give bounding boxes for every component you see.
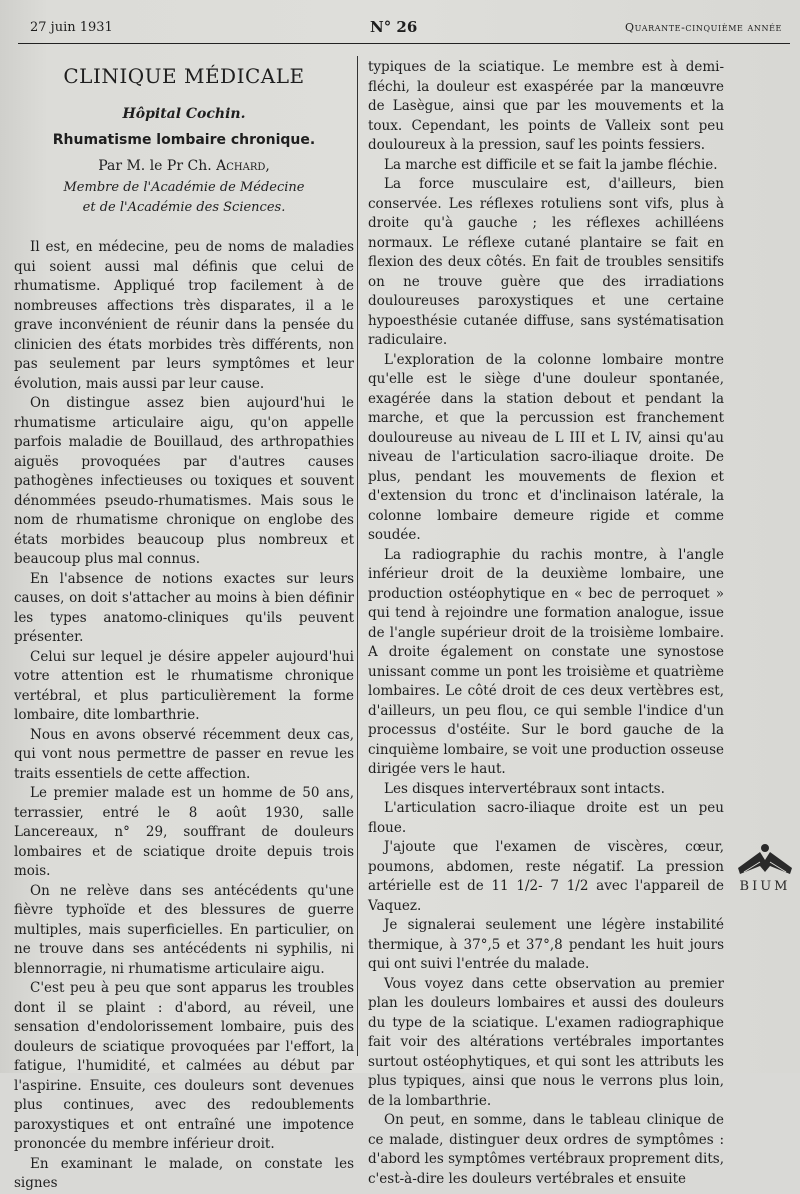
issue-date: 27 juin 1931: [30, 20, 113, 35]
paragraph: typiques de la sciatique. Le membre est à demi-fléchi, la douleur est exaspérée par la manœuvre de Lasègue, ainsi que par les mouvements et la toux. Cependant, les points de Valleix sont peu douloureux à la pression, sauf les points fessiers.: [368, 59, 724, 153]
paragraph: On peut, en somme, dans le tableau clinique de ce malade, distinguer deux ordres de symptômes : d'abord les symptômes vertébraux proprement dits, c'est-à-dire les douleurs vertébrales et ensuite: [368, 1112, 724, 1187]
paragraph: Nous en avons observé récemment deux cas, qui vont nous permettre de passer en revue les traits essentiels de cette affection.: [14, 726, 354, 782]
section-title: CLINIQUE MÉDICALE: [63, 64, 305, 88]
stamp-text: BIUM: [739, 879, 791, 894]
left-column: [14, 58, 354, 1194]
issue-number: N° 26: [370, 18, 418, 36]
paragraph: La marche est difficile et se fait la jambe fléchie.: [384, 156, 718, 173]
column-divider: [357, 56, 358, 1056]
right-column: [368, 58, 724, 1189]
paragraph: La radiographie du rachis montre, à l'angle inférieur droit de la deuxième lombaire, une production ostéophytique en « bec de perroquet » qui tend à rejoindre une formation analogue, issue de l'angle supérieur droit de la troisième lombaire. A droite également on constate une synostose unissant comme un pont les troisième et quatrième lombaires. Le côté droit de ces deux vertèbres est, d'ailleurs, un peu flou, ce qui semble l'indice d'un processus d'ostéite. Sur le bord gauche de la cinquième lombaire, se voit une production osseuse dirigée vers le haut.: [368, 546, 724, 777]
paragraph: En examinant le malade, on constate les signes: [14, 1155, 354, 1191]
hospital-name: Hôpital Cochin.: [122, 106, 246, 122]
author-prefix: Par M. le Pr Ch.: [98, 158, 217, 174]
paragraph: La force musculaire est, d'ailleurs, bien conservée. Les réflexes rotuliens sont vifs, plus à droite qu'à gauche ; les réflexes achilléens normaux. Le réflexe cutané plantaire se fait en flexion des deux côtés. En fait de troubles sensitifs on ne trouve guère que des irradiations douloureuses paroxystiques et une certaine hypoesthésie cutanée diffuse, sans systématisation radiculaire.: [368, 176, 724, 348]
running-header: [30, 18, 782, 42]
affiliation-line-2: et de l'Académie des Sciences.: [82, 200, 286, 215]
author-affiliation: [14, 178, 354, 218]
paragraph: L'exploration de la colonne lombaire montre qu'elle est le siège d'une douleur spontanée, exagérée dans la station debout et pendant la marche, et que la percussion est franchement douloureuse au niveau de L III et L IV, ainsi qu'au niveau de l'articulation sacro-iliaque droite. De plus, pendant les mouvements de flexion et d'extension du tronc et d'inclinaison latérale, la colonne lombaire demeure rigide et comme soudée.: [368, 351, 724, 543]
paragraph: Le premier malade est un homme de 50 ans, terrassier, entré le 8 août 1930, salle Lancereaux, n° 29, souffrant de douleurs lombaires et de sciatique droite depuis trois mois.: [14, 785, 354, 879]
paragraph: L'articulation sacro-iliaque droite est un peu floue.: [368, 800, 724, 836]
paragraph: J'ajoute que l'examen de viscères, cœur, poumons, abdomen, reste négatif. La pression artérielle est de 11 1/2- 7 1/2 avec l'appareil de Vaquez.: [368, 839, 724, 914]
affiliation-line-1: Membre de l'Académie de Médecine: [63, 180, 305, 195]
paragraph: Vous voyez dans cette observation au premier plan les douleurs lombaires et aussi des douleurs du type de la sciatique. L'examen radiographique fait voir des altérations vertébrales importantes surtout ostéophytiques, et qui sont les attributs les plus typiques, ainsi que nous le verrons plus loin, de la lombarthrie.: [368, 975, 724, 1109]
author-name: Achard,: [216, 158, 270, 174]
paragraph: En l'absence de notions exactes sur leurs causes, on doit s'attacher au moins à bien définir les types anatomo-cliniques qu'ils peuvent présenter.: [14, 570, 354, 645]
header-rule: [18, 43, 790, 44]
paragraph: On distingue assez bien aujourd'hui le rhumatisme articulaire aigu, qu'on appelle parfois maladie de Bouillaud, des arthropathies aiguës provoquées par d'autres causes pathogènes infectieuses ou toxiques et souvent dénommées pseudo-rhumatismes. Mais sous le nom de rhumatisme chronique on englobe des états morbides beaucoup plus nombreux et beaucoup plus mal connus.: [14, 395, 354, 567]
paragraph: Les disques intervertébraux sont intacts.: [384, 780, 665, 797]
paragraph: Je signalerai seulement une légère instabilité thermique, à 37°,5 et 37°,8 pendant les huit jours qui ont suivi l'entrée du malade.: [368, 917, 724, 972]
paragraph: Il est, en médecine, peu de noms de maladies qui soient aussi mal définis que celui de rhumatisme. Appliqué trop facilement à de nombreuses affections très disparates, il a le grave inconvénient de réunir dans la pensée du clinicien des états morbides très différents, non pas seulement par leurs symptômes et leur évolution, mais aussi par leur cause.: [14, 239, 354, 392]
paragraph: On ne relève dans ses antécédents qu'une fièvre typhoïde et des blessures de guerre multiples, mais superficielles. En particulier, on ne trouve dans ses antécédents ni syphilis, ni blennorragie, ni rhumatisme articulaire aigu.: [14, 882, 354, 977]
paragraph: C'est peu à peu que sont apparus les troubles dont il se plaint : d'abord, au réveil, une sensation d'endolorissement lombaire, puis des douleurs de sciatique provoquées par l'effort, la fatigue, l'humidité, et calmées au début par l'aspirine. Ensuite, ces douleurs sont devenues plus continues, avec des redoublements paroxystiques et ont entraîné une impotence prononcée du membre inférieur droit.: [14, 980, 354, 1152]
issue-year: Quarante-cinquième année: [625, 21, 782, 34]
paragraph: Celui sur lequel je désire appeler aujourd'hui votre attention est le rhumatisme chronique vertébral, et plus particulièrement la forme lombaire, dite lombarthrie.: [14, 648, 354, 723]
article-title: Rhumatisme lombaire chronique.: [52, 132, 316, 148]
library-stamp-icon: [730, 838, 800, 898]
author-line: [14, 158, 354, 174]
